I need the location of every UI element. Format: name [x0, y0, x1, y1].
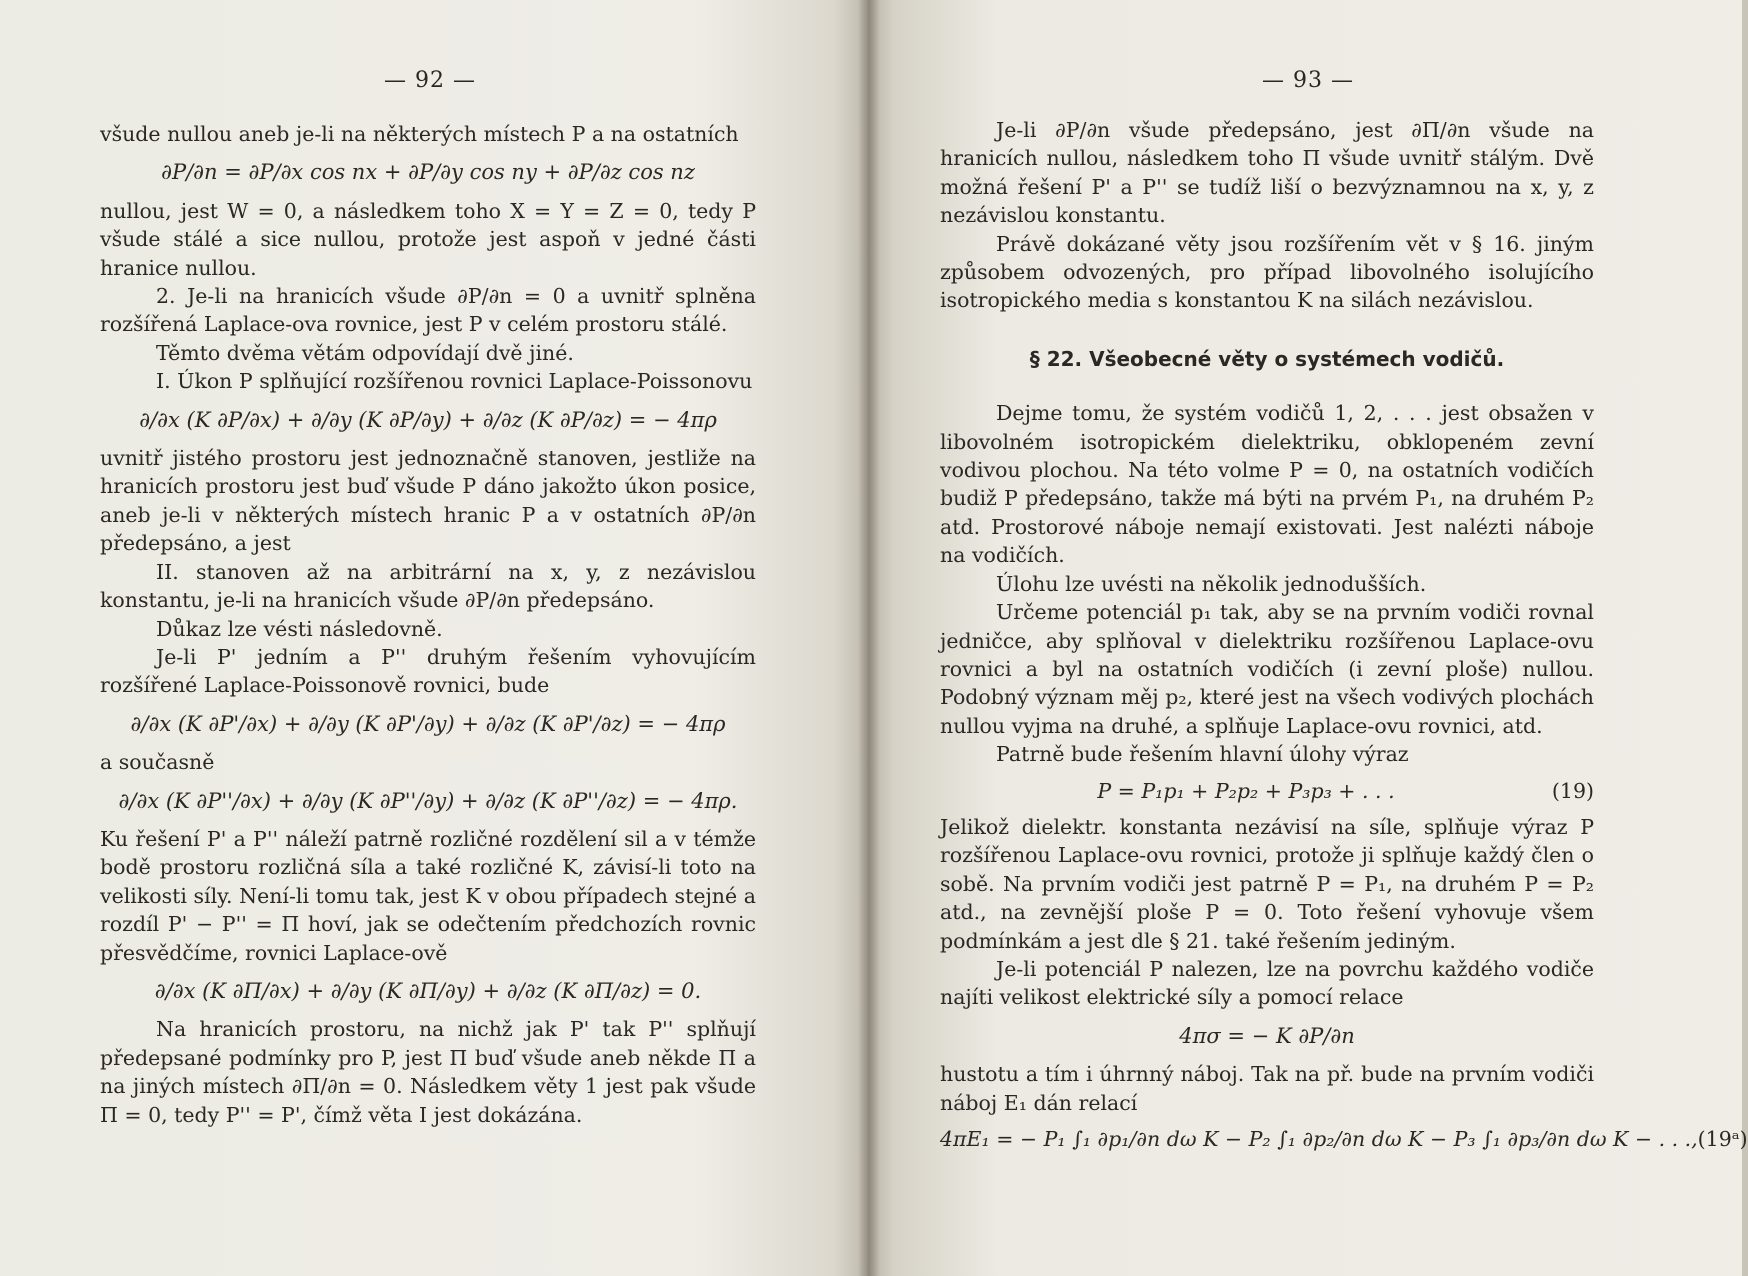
paragraph: uvnitř jistého prostoru jest jednoznačně stanoven, jestliže na hranicích prostoru jest buď všude P dáno jakožto úkon posice, aneb je-li v některých místech hranic P a v ostatních ∂P/∂n předepsáno, a jest: [100, 446, 756, 556]
paragraph: Úlohu lze uvésti na několik jednodušších.: [996, 571, 1427, 596]
paragraph: Těmto dvěma větám odpovídají dvě jiné.: [156, 340, 574, 365]
numbered-equation: [940, 777, 1594, 805]
section-heading: § 22. Všeobecné věty o systémech vodičů.: [1029, 346, 1505, 371]
equation: ∂P/∂n = ∂P/∂x cos nx + ∂P/∂y cos ny + ∂P/∂z cos nz: [161, 160, 695, 185]
paragraph: Důkaz lze vésti následovně.: [156, 616, 443, 641]
paragraph: nullou, jest W = 0, a následkem toho X = Y = Z = 0, tedy P všude stálé a sice nullou, protože jest aspoň v jedné části hranice nullou.: [100, 198, 756, 280]
equation: ∂/∂x (K ∂Π/∂x) + ∂/∂y (K ∂Π/∂y) + ∂/∂z (K ∂Π/∂z) = 0.: [154, 978, 702, 1003]
paragraph: hustotu a tím i úhrnný náboj. Tak na př. bude na prvním vodiči náboj E₁ dán relací: [940, 1062, 1594, 1115]
paragraph: Patrně bude řešením hlavní úlohy výraz: [996, 742, 1409, 767]
paragraph: I. Úkon P splňující rozšířenou rovnici Laplace-Poissonovu: [156, 369, 753, 394]
left-page: [0, 0, 868, 1276]
paragraph: Určeme potenciál p₁ tak, aby se na prvním vodiči rovnal jedničce, aby splňoval v dielektriku rozšířenou Laplace-ovu rovnici a byl na ostatních vodičích (i zevní ploše) nullou. Podobný význam měj p₂, které jest na všech vodivých plochách nullou vyjma na druhé, a splňuje Laplace-ovu rovnici, atd.: [940, 600, 1594, 738]
equation: 4πE₁ = − P₁ ∫₁ ∂p₁/∂n dω K − P₂ ∫₁ ∂p₂/∂n dω K − P₃ ∫₁ ∂p₃/∂n dω K − . . .,: [940, 1127, 1698, 1151]
page-number: — 93 —: [1262, 68, 1354, 93]
paragraph: Je-li P' jedním a P'' druhým řešením vyhovujícím rozšířené Laplace-Poissonově rovnici, bude: [100, 644, 756, 698]
page-body: [100, 120, 756, 1129]
equation: P = P₁p₁ + P₂p₂ + P₃p₃ + . . .: [1097, 778, 1395, 803]
numbered-equation: [940, 1125, 1748, 1153]
page-body: [940, 116, 1748, 1161]
equation-number: (19): [1551, 778, 1594, 803]
paragraph: Právě dokázané věty jsou rozšířením vět v § 16. jiným způsobem odvozených, pro případ libovolného isolujícího isotropického media s konstantou K na silách nezávislou.: [940, 231, 1594, 313]
paragraph: 2. Je-li na hranicích všude ∂P/∂n = 0 a uvnitř splněna rozšířená Laplace-ova rovnice, jest P v celém prostoru stálé.: [100, 284, 756, 337]
page-number: — 92 —: [384, 68, 476, 93]
paragraph: Jelikož dielektr. konstanta nezávisí na síle, splňuje výraz P rozšířenou Laplace-ovu rovnici, protože ji splňuje každý člen o sobě. Na prvním vodiči jest patrně P = P₁, na druhém P = P₂ atd., na zevnější ploše P = 0. Toto řešení vyhovuje všem podmínkám a jest dle § 21. také řešením jediným.: [940, 814, 1594, 953]
book-gutter: [858, 0, 880, 1276]
equation: ∂/∂x (K ∂P/∂x) + ∂/∂y (K ∂P/∂y) + ∂/∂z (K ∂P/∂z) = − 4πρ: [139, 407, 717, 432]
paragraph: Na hranicích prostoru, na nichž jak P' tak P'' splňují předepsané podmínky pro P, jest Π buď všude aneb někde Π a na jiných místech ∂Π/∂n = 0. Následkem věty 1 jest pak všude Π = 0, tedy P'' = P', čímž věta I jest dokázána.: [100, 1017, 756, 1127]
paragraph: II. stanoven až na arbitrární na x, y, z nezávislou konstantu, je-li na hranicích všude ∂P/∂n předepsáno.: [100, 559, 756, 613]
paragraph: Dejme tomu, že systém vodičů 1, 2, . . . jest obsažen v libovolném isotropickém dielektriku, obklopeném zevní vodivou plochou. Na této volme P = 0, na ostatních vodičích budiž P předepsáno, takže má býti na prvém P₁, na druhém P₂ atd. Prostorové náboje nemají existovati. Jest nalézti náboje na vodičích.: [940, 401, 1594, 568]
paragraph: Je-li potenciál P nalezen, lze na povrchu každého vodiče najíti velikost elektrické síly a pomocí relace: [940, 956, 1594, 1010]
right-page: [868, 0, 1748, 1276]
equation: ∂/∂x (K ∂P''/∂x) + ∂/∂y (K ∂P''/∂y) + ∂/∂z (K ∂P''/∂z) = − 4πρ.: [118, 788, 738, 813]
paragraph: Ku řešení P' a P'' náleží patrně rozličné rozdělení sil a v témže bodě prostoru rozličná síla a také rozličné K, závisí-li toto na velikosti síly. Není-li tomu tak, jest K v obou případech stejné a rozdíl P' − P'' = Π hoví, jak se odečtením předchozích rovnic přesvědčíme, rovnici Laplace-ově: [100, 826, 756, 965]
equation: ∂/∂x (K ∂P'/∂x) + ∂/∂y (K ∂P'/∂y) + ∂/∂z (K ∂P'/∂z) = − 4πρ: [130, 711, 726, 736]
paragraph: všude nullou aneb je-li na některých místech P a na ostatních: [100, 122, 739, 146]
paragraph: a současně: [100, 750, 215, 775]
paragraph: Je-li ∂P/∂n všude předepsáno, jest ∂Π/∂n všude na hranicích nullou, následkem toho Π všude uvnitř stálým. Dvě možná řešení P' a P'' se tudíž liší o bezvýznamnou na x, y, z nezávislou konstantu.: [940, 118, 1594, 228]
equation-number: (19ᵃ): [1697, 1127, 1748, 1151]
equation: 4πσ = − K ∂P/∂n: [1179, 1023, 1355, 1048]
